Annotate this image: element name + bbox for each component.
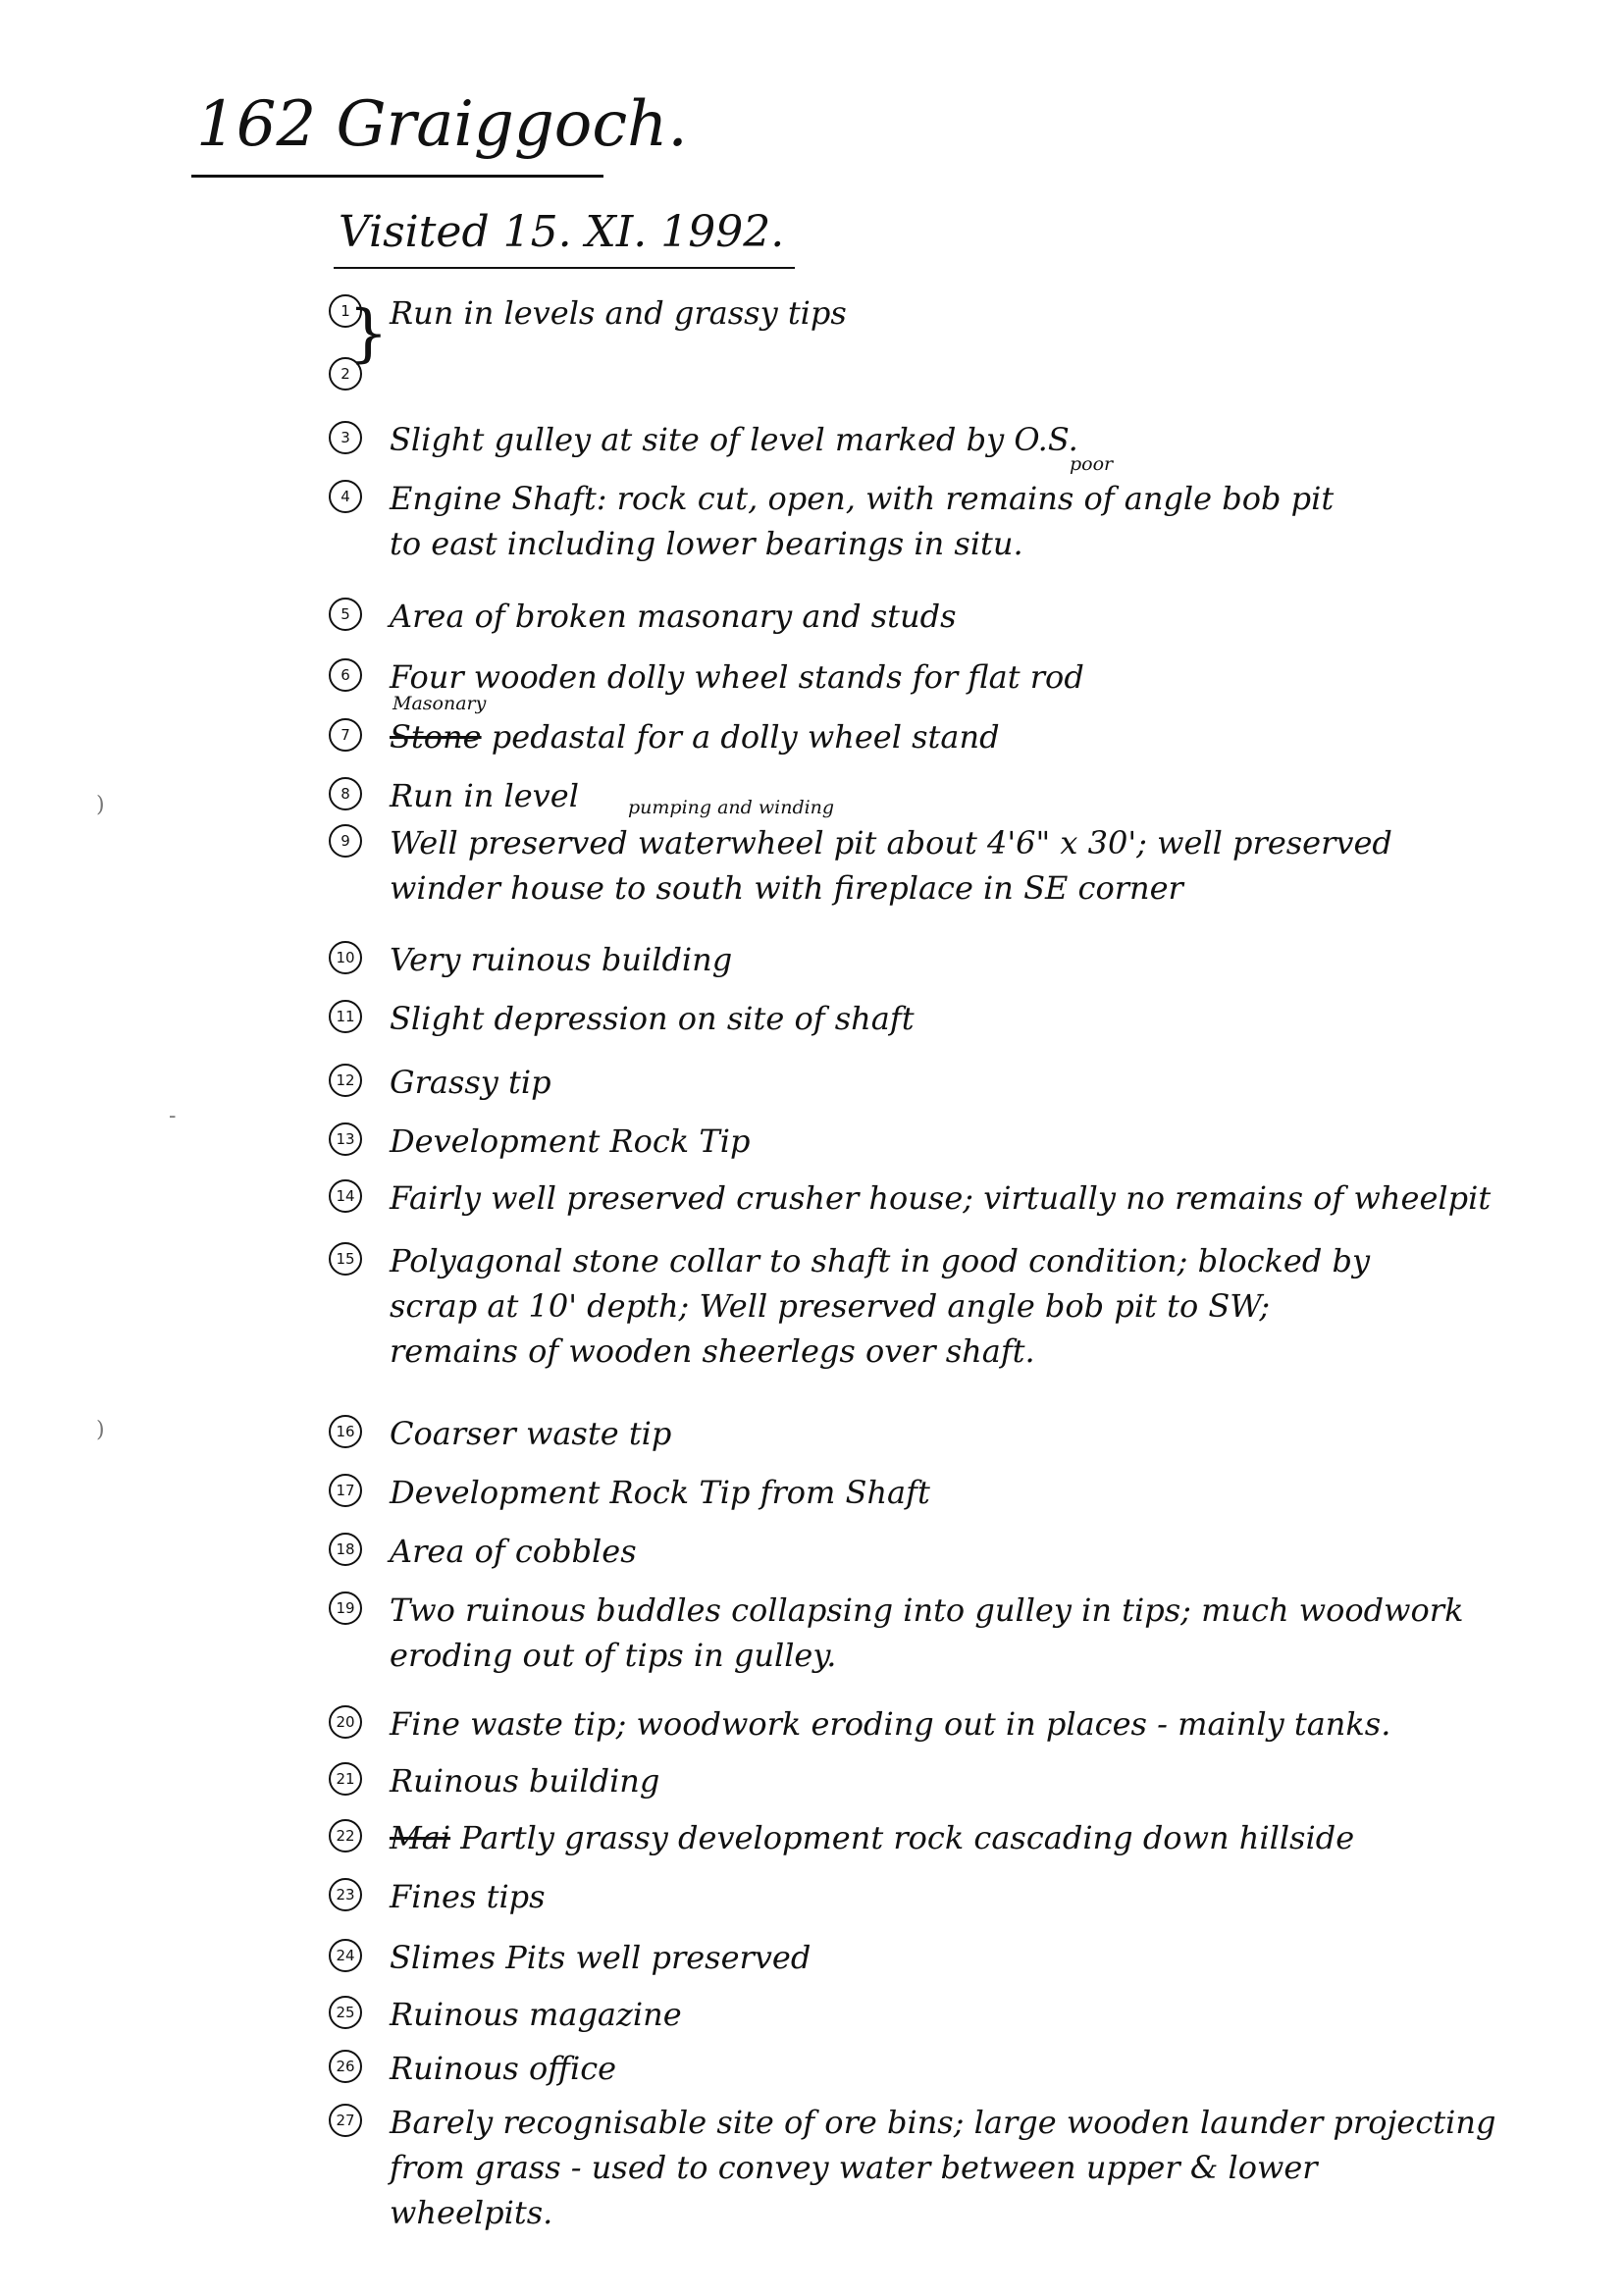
entry-text: Fairly well preserved crusher house; virtually no remains of wheelpit: [390, 1179, 1492, 1217]
entry-number: 11: [329, 1000, 362, 1033]
insertion-masonary: Masonary: [393, 693, 487, 714]
entry-text: Stone pedastal for a dolly wheel stand: [390, 718, 1000, 756]
note-entry-14: [329, 1175, 1565, 1221]
entry-text: Development Rock Tip from Shaft: [390, 1474, 930, 1511]
note-entry-26: [329, 2046, 1565, 2091]
entry-number: 3: [329, 421, 362, 454]
entry-number: 18: [329, 1533, 362, 1566]
note-entry-20: [329, 1701, 1565, 1747]
note-entry-27: [329, 2100, 1565, 2235]
entry-number: 1: [329, 294, 362, 328]
note-entry-17: [329, 1470, 1565, 1515]
scan-mark: ): [96, 1418, 105, 1442]
entry-number: 2: [329, 357, 362, 391]
entry-number: 5: [329, 598, 362, 631]
entry-text: Ruinous building: [390, 1762, 660, 1800]
note-entry-10: [329, 937, 1565, 982]
scan-mark: ): [96, 793, 105, 817]
note-entry-7: [329, 714, 1565, 759]
entry-number: 13: [329, 1122, 362, 1156]
entry-number: 22: [329, 1819, 362, 1852]
note-entry-11: [329, 996, 1565, 1041]
entry-number: 19: [329, 1592, 362, 1625]
entry-text: Ruinous office: [390, 2050, 617, 2087]
entry-number: 23: [329, 1878, 362, 1911]
entry-text: Fines tips: [390, 1878, 546, 1915]
visit-date-underline: [334, 267, 795, 269]
entry-number: 15: [329, 1242, 362, 1276]
entry-text: Slimes Pits well preserved: [390, 1939, 812, 1976]
note-entry-12: [329, 1060, 1565, 1105]
note-entry-16: [329, 1411, 1565, 1456]
entry-number: 27: [329, 2104, 362, 2137]
note-entry-24: [329, 1935, 1565, 1980]
entry-number: 21: [329, 1762, 362, 1796]
entry-number: 20: [329, 1705, 362, 1739]
insertion-pumping-winding: pumping and winding: [628, 797, 835, 818]
entry-number: 26: [329, 2050, 362, 2083]
entry-number: 6: [329, 658, 362, 692]
entry-number: 9: [329, 824, 362, 858]
page-title: 162 Graiggoch.: [196, 88, 688, 161]
note-entry-22: [329, 1815, 1565, 1860]
entry-text: Coarser waste tip: [390, 1415, 672, 1452]
note-entry-21: [329, 1758, 1565, 1803]
entry-text: Area of broken masonary and studs: [390, 598, 957, 635]
entry-text: Engine Shaft: rock cut, open, with remains of angle bob pit to east including lower bearings in situ.: [390, 480, 1335, 562]
entry-number: 16: [329, 1415, 362, 1448]
entry-text: Ruinous magazine: [390, 1996, 682, 2033]
entry-text: Slight depression on site of shaft: [390, 1000, 915, 1037]
entry-text: Development Rock Tip: [390, 1122, 751, 1160]
note-entry-18: [329, 1529, 1565, 1574]
entry-text: Two ruinous buddles collapsing into gulley in tips; much woodwork eroding out of tips in gulley.: [390, 1592, 1464, 1674]
entry-number: 14: [329, 1179, 362, 1213]
entry-number: 17: [329, 1474, 362, 1507]
note-entry-15: [329, 1238, 1565, 1374]
entry-number: 8: [329, 777, 362, 810]
entry-number: 24: [329, 1939, 362, 1972]
brace-1-2: }: [348, 297, 389, 370]
entry-text: Polyagonal stone collar to shaft in good condition; blocked by scrap at 10' depth; Well preserved angle bob pit to SW; remains of wooden sheerlegs over shaft.: [390, 1242, 1371, 1370]
note-entry-6: [329, 654, 1565, 700]
note-entry-19: [329, 1588, 1565, 1678]
entry-text: Barely recognisable site of ore bins; large wooden launder projecting from grass - used to convey water between upper & lower wheelpits.: [390, 2104, 1496, 2231]
entry-number: 4: [329, 480, 362, 513]
note-entry-23: [329, 1874, 1565, 1919]
visit-date: Visited 15. XI. 1992.: [339, 207, 785, 257]
entry-text: Run in levels and grassy tips: [390, 294, 847, 332]
note-entry-9: [329, 820, 1565, 911]
entry-text: Fine waste tip; woodwork eroding out in places - mainly tanks.: [390, 1705, 1391, 1743]
entry-text: Very ruinous building: [390, 941, 733, 978]
note-entry-5: [329, 594, 1565, 639]
struck-word: Stone: [390, 718, 482, 756]
entry-text: Run in level: [390, 777, 579, 814]
note-entry-8: [329, 773, 1565, 818]
insertion-poor: poor: [1070, 453, 1114, 475]
note-entry-25: [329, 1992, 1565, 2037]
note-entry-13: [329, 1119, 1565, 1164]
title-underline: [191, 175, 603, 178]
note-entry-1: [329, 290, 1565, 336]
entry-text: Four wooden dolly wheel stands for flat rod: [390, 658, 1084, 696]
entry-number: 10: [329, 941, 362, 974]
entry-text: Mai Partly grassy development rock cascading down hillside: [390, 1819, 1355, 1856]
note-entry-4: [329, 476, 1565, 566]
scan-mark: -: [169, 1104, 177, 1128]
entry-number: 12: [329, 1064, 362, 1097]
entry-text: Area of cobbles: [390, 1533, 637, 1570]
entry-text: Well preserved waterwheel pit about 4'6" x 30'; well preserved winder house to south with fireplace in SE corner: [390, 824, 1392, 907]
note-entry-3: [329, 417, 1565, 462]
entry-text: Grassy tip: [390, 1064, 551, 1101]
entry-number: 7: [329, 718, 362, 752]
entry-text: Slight gulley at site of level marked by O.S.: [390, 421, 1078, 458]
entry-number: 25: [329, 1996, 362, 2029]
struck-word: Mai: [390, 1819, 451, 1856]
